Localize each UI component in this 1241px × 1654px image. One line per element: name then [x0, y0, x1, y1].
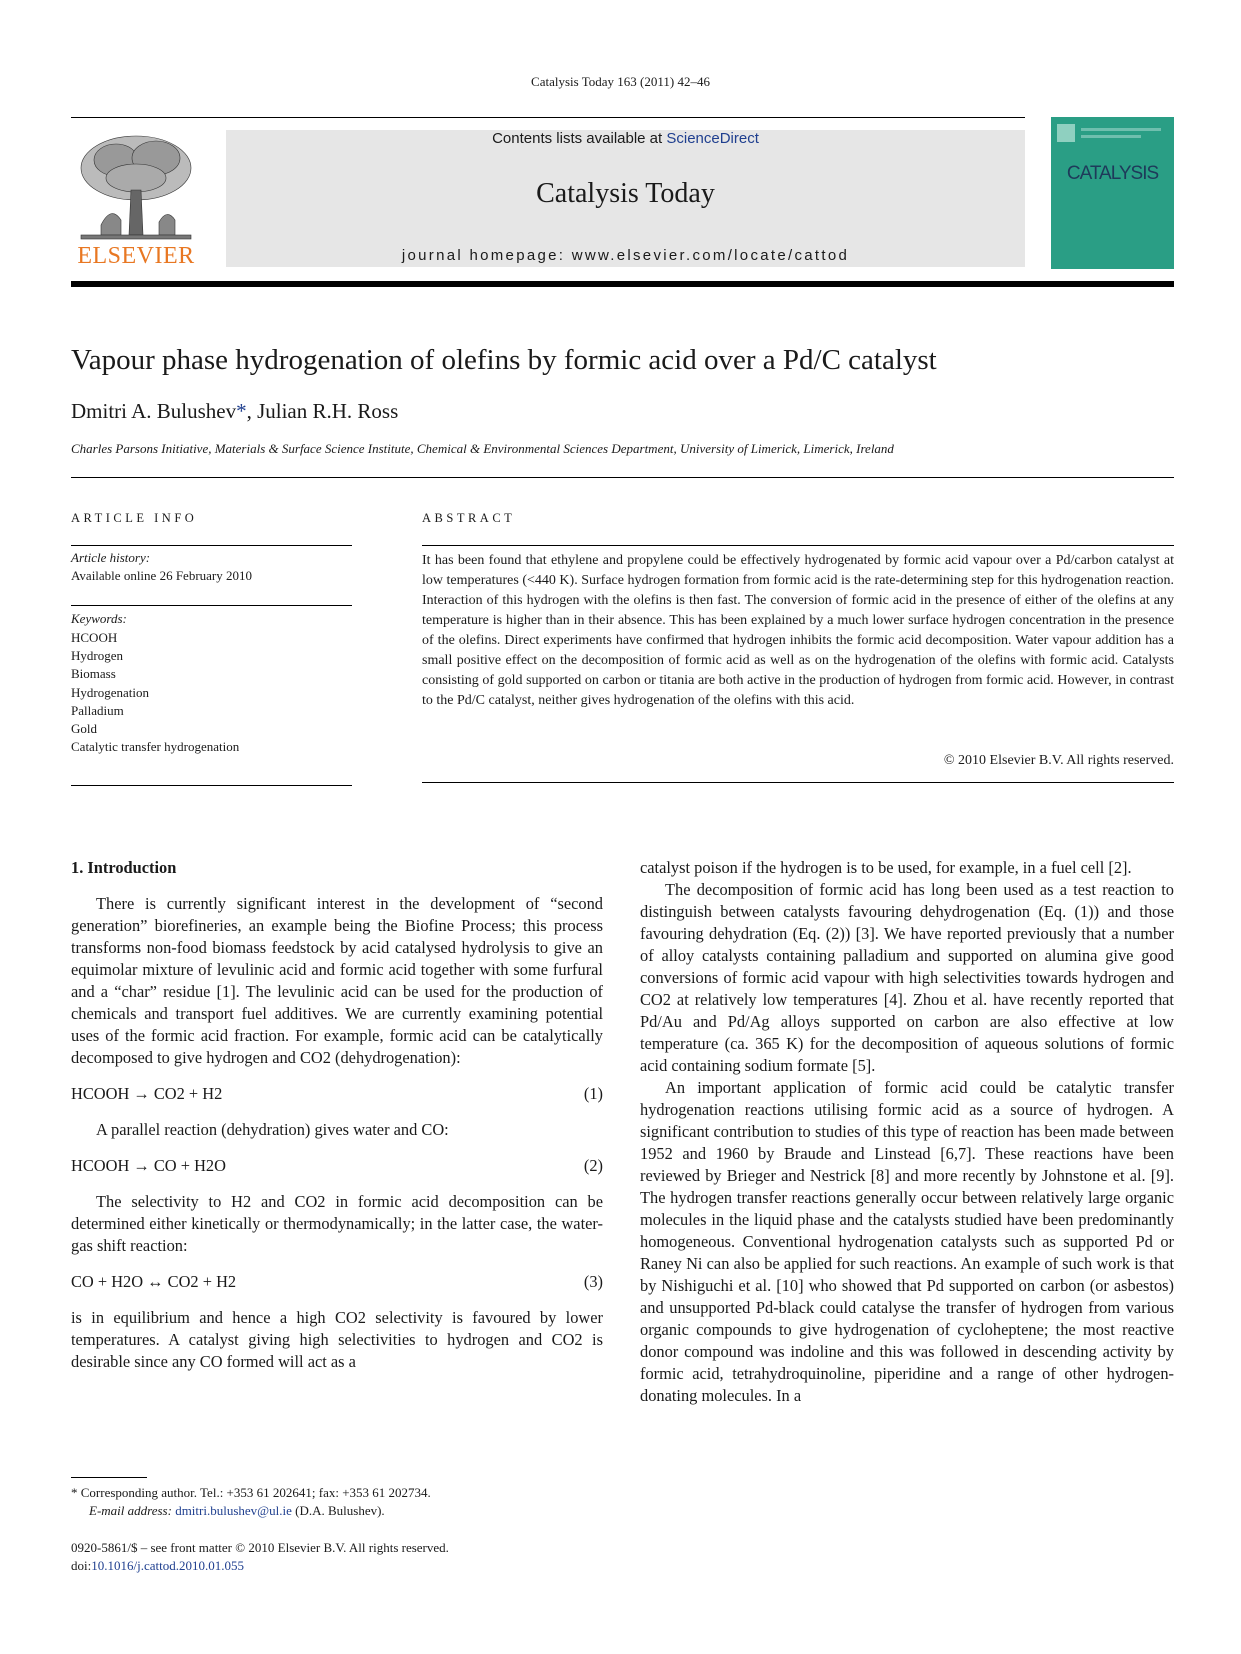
body-column-right: [640, 857, 1174, 1407]
paragraph: The decomposition of formic acid has long been used as a test reaction to distinguish between catalysts favouring dehydrogenation (Eq. (1)) and those favouring dehydration (Eq. (2)) [3]. We have reported previously that a number of alloy catalysts containing palladium and supported on alumina give good conversions of formic acid vapour with high selectivities towards hydrogen and CO2 at relatively low temperatures [4]. Zhou et al. have recently reported that Pd/Au and Pd/Ag alloys supported on carbon are also effective at low temperature (ca. 365 K) for the decomposition of aqueous solutions of formic acid containing sodium formate [5].: [640, 880, 1174, 1075]
email-suffix: (D.A. Bulushev).: [291, 1503, 385, 1518]
equation-number: (1): [583, 1084, 603, 1103]
section-heading: 1. Introduction: [71, 858, 177, 877]
journal-cover: [1051, 117, 1174, 269]
equation-3: [71, 1271, 603, 1293]
paragraph: catalyst poison if the hydrogen is to be used, for example, in a fuel cell [2].: [640, 858, 1132, 877]
paragraph: An important application of formic acid could be catalytic transfer hydrogenation reactions utilising formic acid as a source of hydrogen. A significant contribution to studies of this type of reaction has been made between 1952 and 1960 by Braude and Linstead [6,7]. These reactions have been reviewed by Brieger and Nestrick [8] and more recently by Johnstone et al. [9]. The hydrogen transfer reactions generally occur between relatively large organic molecules in the liquid phase and the catalysts studied have been predominantly homogeneous. Conventional hydrogenation catalysts such as supported Pd or Raney Ni can also be applied for such reactions. An example of such work is that by Nishiguchi et al. [10] who showed that Pd supported on carbon (or asbestos) and unsupported Pd-black could catalyse the transfer of hydrogen from various organic compounds to give hydrogenation of cycloheptene; the most reactive donor compound was indoline and this was followed in descending activity by formic acid, tetrahydroquinoline, piperidine and a range of other hydrogen-donating molecules. In a: [640, 1078, 1174, 1405]
keyword: Gold: [71, 721, 97, 737]
journal-homepage[interactable]: journal homepage: www.elsevier.com/locate/cattod: [401, 247, 850, 264]
doi-prefix: doi:: [71, 1558, 92, 1573]
doi-line: [71, 1557, 449, 1575]
contents-line: [226, 130, 1025, 147]
abstract-rule-bottom: [422, 782, 1174, 783]
abstract-heading: ABSTRACT: [422, 511, 516, 525]
footnote-email-line: [71, 1502, 431, 1520]
email-label: E-mail address:: [89, 1503, 176, 1518]
equation-2: [71, 1155, 603, 1177]
affiliation: Charles Parsons Initiative, Materials & Surface Science Institute, Chemical & Environmental Sciences Department, University of Limerick, Limerick, Ireland: [71, 441, 894, 456]
email-link[interactable]: dmitri.bulushev@ul.ie: [175, 1503, 292, 1518]
doi-link[interactable]: 10.1016/j.cattod.2010.01.055: [91, 1558, 244, 1573]
footnote-rule: [71, 1477, 147, 1478]
sciencedirect-link[interactable]: ScienceDirect: [666, 130, 759, 147]
paragraph: There is currently significant interest in the development of “second generation” biorefineries, an example being the Biofine Process; this process transforms non-food biomass feedstock by acid catalysed hydrolysis to give an equimolar mixture of levulinic acid and formic acid together with some furfural and a “char” residue [1]. The levulinic acid can be used for the production of chemicals and transport fuel additives. We are currently examining potential uses of the formic acid fraction. For example, formic acid can be catalytically decomposed to give hydrogen and CO2 (dehydrogenation):: [71, 894, 603, 1067]
keyword: Hydrogen: [71, 648, 123, 664]
cover-header-icon: [1057, 122, 1167, 146]
keywords-label: Keywords:: [71, 611, 127, 626]
journal-reference: Catalysis Today 163 (2011) 42–46: [531, 74, 710, 89]
info-rule-middle: [71, 605, 352, 606]
front-matter-line: 0920-5861/$ – see front matter © 2010 Elsevier B.V. All rights reserved.: [71, 1540, 449, 1555]
info-rule-top: [71, 545, 352, 546]
header-heavy-rule: [71, 281, 1174, 287]
info-rule-bottom: [71, 785, 352, 786]
keyword: HCOOH: [71, 630, 118, 645]
keywords-list: [71, 629, 239, 756]
page-footer: [71, 1539, 449, 1575]
keyword: Catalytic transfer hydrogenation: [71, 739, 240, 755]
author-secondary: , Julian R.H. Ross: [246, 399, 399, 423]
body-column-left: [71, 857, 603, 1373]
equation-body: HCOOH → CO2 + H2: [71, 1084, 223, 1103]
abstract-copyright: © 2010 Elsevier B.V. All rights reserved.: [943, 753, 1174, 768]
elsevier-logo: [71, 130, 201, 270]
cover-title: CATALYSIS: [1066, 163, 1159, 184]
paragraph: is in equilibrium and hence a high CO2 selectivity is favoured by lower temperatures. A catalyst giving high selectivities to hydrogen and CO2 is desirable since any CO formed will act as a: [71, 1308, 603, 1371]
footnote: [71, 1484, 431, 1520]
footnote-contact: * Corresponding author. Tel.: +353 61 202641; fax: +353 61 202734.: [71, 1485, 431, 1500]
equation-number: (2): [583, 1156, 603, 1175]
article-info-heading: ARTICLE INFO: [71, 511, 198, 525]
paragraph: The selectivity to H2 and CO2 in formic acid decomposition can be determined either kinetically or thermodynamically; in the latter case, the water-gas shift reaction:: [71, 1192, 603, 1255]
equation-1: [71, 1083, 603, 1105]
author-primary: Dmitri A. Bulushev: [71, 399, 237, 423]
keyword: Hydrogenation: [71, 684, 149, 700]
publisher-wordmark: ELSEVIER: [77, 243, 195, 269]
equation-number: (3): [583, 1272, 603, 1291]
keyword: Biomass: [71, 666, 116, 682]
equation-body: CO + H2O ↔ CO2 + H2: [71, 1272, 237, 1291]
contents-prefix: Contents lists available at: [492, 130, 667, 147]
equation-body: HCOOH → CO + H2O: [71, 1156, 226, 1175]
paper-title: Vapour phase hydrogenation of olefins by formic acid over a Pd/C catalyst: [71, 344, 937, 376]
paragraph: A parallel reaction (dehydration) gives water and CO:: [96, 1120, 449, 1139]
abstract-rule-top: [422, 545, 1174, 546]
corresponding-author-mark[interactable]: *: [236, 399, 247, 423]
tree-icon: [71, 130, 201, 242]
keyword: Palladium: [71, 702, 124, 718]
history-value: Available online 26 February 2010: [71, 568, 252, 583]
history-label: Article history:: [71, 550, 151, 565]
journal-title: Catalysis Today: [536, 178, 715, 209]
affiliation-rule: [71, 477, 1174, 478]
authors: [71, 399, 398, 424]
top-rule: [71, 117, 1025, 118]
abstract-text: It has been found that ethylene and propylene could be effectively hydrogenated by formic acid vapour over a Pd/carbon catalyst at low temperatures (<440 K). Surface hydrogen formation from formic acid is the rate-determining step for this hydrogenation reaction. Interaction of this hydrogen with the olefins is then fast. The conversion of formic acid in the presence of either of the olefins at any temperature is higher than in their absence. This has been explained by a much lower surface hydrogen concentration in the presence of the olefins. Direct experiments have confirmed that hydrogen inhibits the formic acid decomposition. Water vapour addition has a small positive effect on the decomposition of formic acid as well as on the hydrogenation of the olefins with formic acid. Catalysts consisting of gold supported on carbon or titania are both active in the production of hydrogen from formic acid. However, in contrast to the Pd/C catalyst, neither gives hydrogenation of the olefins with this acid.: [422, 553, 1174, 708]
